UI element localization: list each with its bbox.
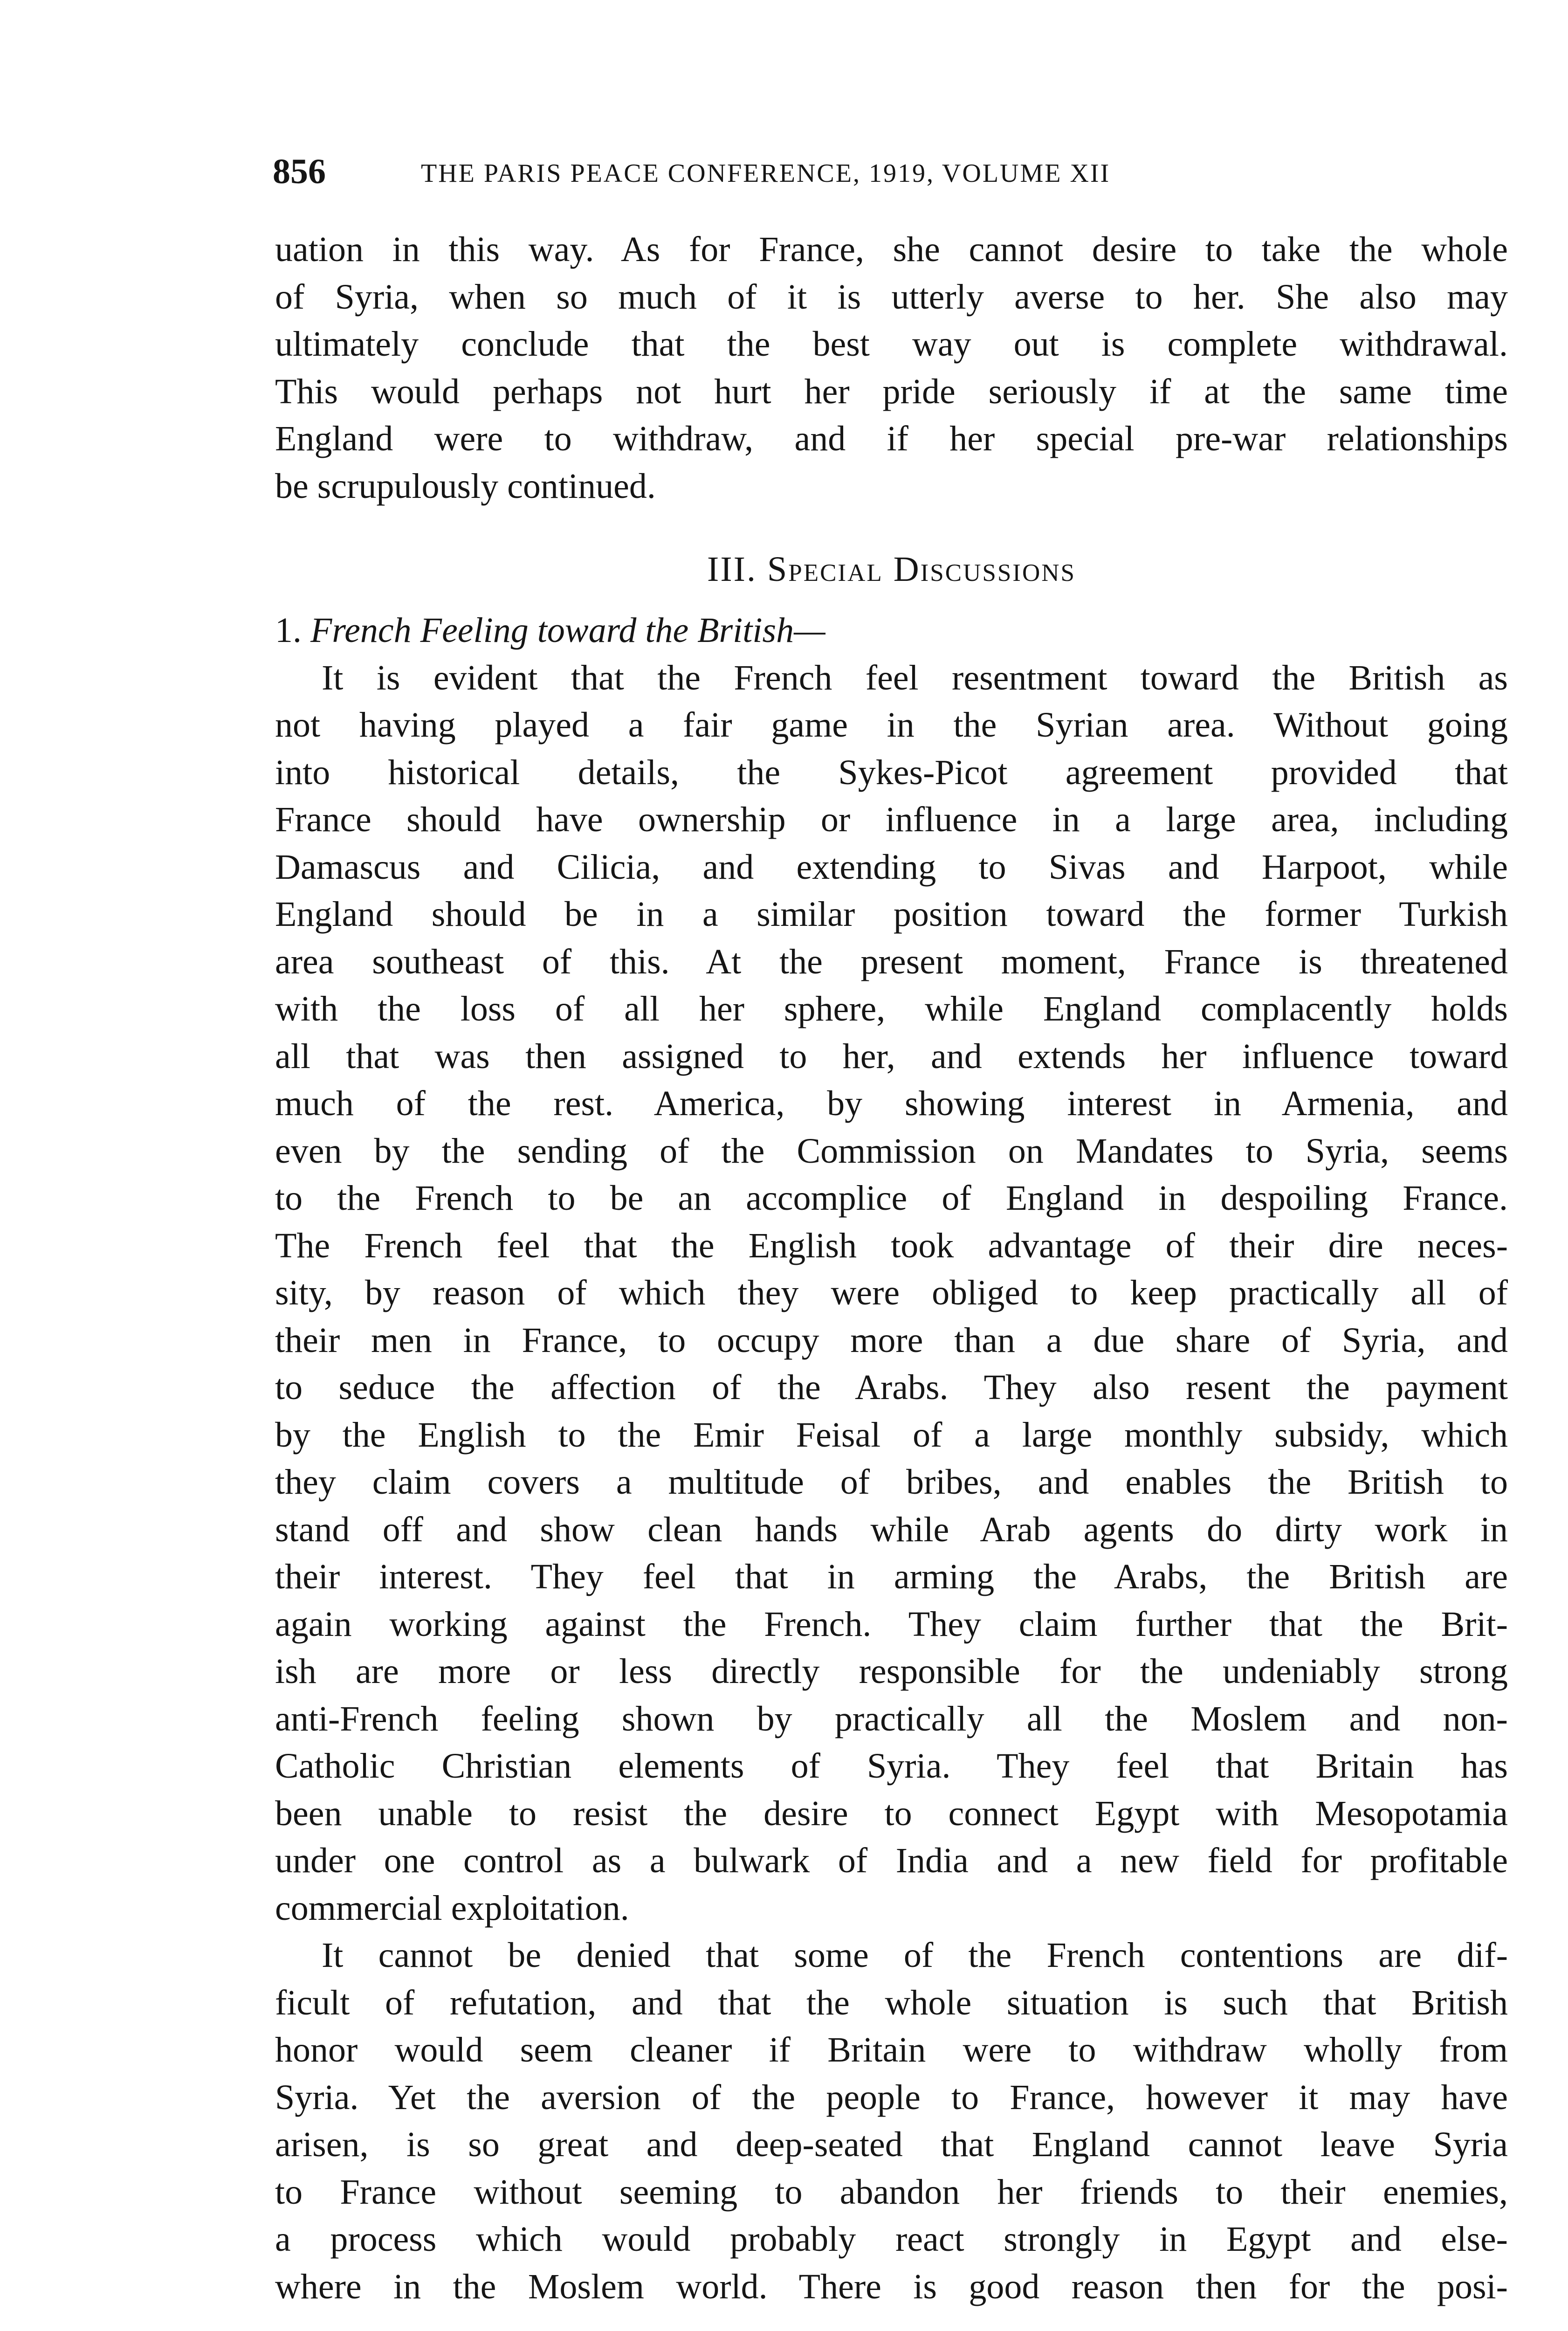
text-line: their interest. They feel that in arming the Arabs, the British are: [275, 1557, 1508, 1596]
section-numeral: III.: [707, 550, 757, 589]
text-line: Catholic Christian elements of Syria. They feel that Britain has: [275, 1746, 1508, 1786]
text-line: ficult of refutation, and that the whole situation is such that British: [275, 1983, 1508, 2022]
text-line: much of the rest. America, by showing interest in Armenia, and: [275, 1084, 1508, 1123]
text-line: under one control as a bulwark of India and a new field for profitable: [275, 1841, 1508, 1880]
text-line: of Syria, when so much of it is utterly averse to her. She also may: [275, 277, 1508, 317]
text-line: to France without seeming to abandon her friends to their enemies,: [275, 2172, 1508, 2212]
text-line: arisen, is so great and deep-seated that England cannot leave Syria: [275, 2125, 1508, 2164]
text-line: not having played a fair game in the Syrian area. Without going: [275, 705, 1508, 745]
text-line: all that was then assigned to her, and extends her influence toward: [275, 1036, 1508, 1076]
intro-paragraph: [275, 226, 1508, 510]
text-line: to the French to be an accomplice of England in despoiling France.: [275, 1179, 1508, 1218]
subsection-number: 1.: [275, 611, 302, 650]
text-line: commercial exploitation.: [275, 1888, 629, 1928]
paragraph-french-contentions: [275, 1932, 1508, 2310]
text-line: It is evident that the French feel resentment toward the British as: [322, 658, 1508, 697]
text-line: uation in this way. As for France, she cannot desire to take the whole: [275, 230, 1508, 269]
text-line: England were to withdraw, and if her special pre-war relationships: [275, 419, 1508, 458]
text-line: France should have ownership or influence in a large area, including: [275, 800, 1508, 839]
section-title: Special Discussions: [767, 550, 1076, 589]
text-line: ish are more or less directly responsible for the undeniably strong: [275, 1652, 1508, 1691]
subsection-heading: [275, 607, 1508, 655]
text-line: they claim covers a multitude of bribes, and enables the British to: [275, 1462, 1508, 1502]
text-line: with the loss of all her sphere, while England complacently holds: [275, 989, 1508, 1028]
text-line: It cannot be denied that some of the French contentions are dif-: [322, 1936, 1508, 1975]
text-line: into historical details, the Sykes-Picot agreement provided that: [275, 752, 1508, 792]
running-header: [273, 148, 1508, 200]
text-line: stand off and show clean hands while Arab agents do dirty work in: [275, 1510, 1508, 1549]
text-line: sity, by reason of which they were obliged to keep practically all of: [275, 1273, 1508, 1312]
text-line: be scrupulously continued.: [275, 466, 656, 506]
text-line: The French feel that the English took advantage of their dire neces-: [275, 1226, 1508, 1265]
text-line: by the English to the Emir Feisal of a large monthly subsidy, which: [275, 1415, 1508, 1455]
text-line: area southeast of this. At the present moment, France is threatened: [275, 942, 1508, 981]
text-line: ultimately conclude that the best way out is complete withdrawal.: [275, 324, 1508, 364]
text-line: Damascus and Cilicia, and extending to Sivas and Harpoot, while: [275, 847, 1508, 887]
text-line: anti-French feeling shown by practically all the Moslem and non-: [275, 1699, 1508, 1738]
subsection-title: French Feeling toward the British—: [310, 611, 825, 650]
paragraph-french-feeling: [275, 655, 1508, 1932]
text-line: been unable to resist the desire to connect Egypt with Mesopotamia: [275, 1793, 1508, 1833]
section-heading: [275, 534, 1508, 604]
text-line: again working against the French. They claim further that the Brit-: [275, 1604, 1508, 1644]
text-line: to seduce the affection of the Arabs. They also resent the payment: [275, 1368, 1508, 1407]
text-line: England should be in a similar position toward the former Turkish: [275, 895, 1508, 934]
text-line: even by the sending of the Commission on Mandates to Syria, seems: [275, 1131, 1508, 1171]
text-line: a process which would probably react strongly in Egypt and else-: [275, 2220, 1508, 2259]
body-text: [275, 226, 1508, 2310]
text-line: where in the Moslem world. There is good reason then for the posi-: [275, 2267, 1508, 2306]
text-line: This would perhaps not hurt her pride seriously if at the same time: [275, 372, 1508, 411]
text-line: honor would seem cleaner if Britain were to withdraw wholly from: [275, 2030, 1508, 2069]
text-line: Syria. Yet the aversion of the people to France, however it may have: [275, 2077, 1508, 2117]
page-number: 856: [273, 152, 326, 191]
text-line: their men in France, to occupy more than a due share of Syria, and: [275, 1320, 1508, 1360]
running-title: THE PARIS PEACE CONFERENCE, 1919, VOLUME XII: [421, 159, 1111, 188]
